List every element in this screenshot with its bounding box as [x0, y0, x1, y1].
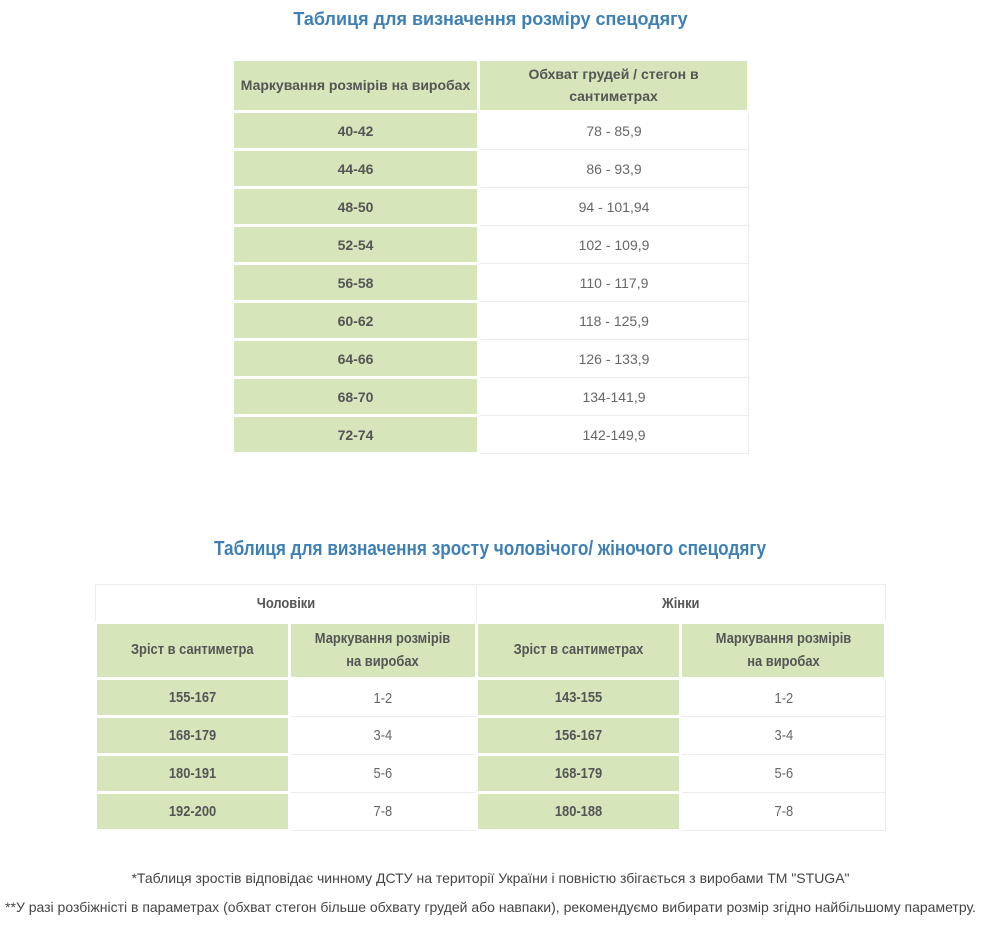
women-size-cell: 3-4	[681, 717, 886, 755]
women-size-cell: 5-6	[681, 755, 886, 793]
women-height-cell: 143-155	[477, 679, 681, 717]
col-header-label: Зріст в сантиметрах	[513, 641, 644, 659]
women-height-cell: 168-179	[477, 755, 681, 793]
table-row	[233, 340, 749, 378]
table-row	[95, 679, 885, 717]
size-marking-cell: 52-54	[233, 226, 479, 264]
women-marking-col-header	[681, 623, 886, 679]
footnote-dstu: *Таблиця зростів відповідає чинному ДСТУ на території України і повністю збігається з виробами ТМ "STUGA"	[131, 870, 850, 886]
table-row	[95, 793, 885, 831]
men-size-cell: 1-2	[289, 679, 476, 717]
women-group-header	[477, 585, 886, 623]
table-row	[233, 112, 749, 150]
men-height-cell: 155-167	[95, 679, 289, 717]
table-row	[95, 755, 885, 793]
size-table-col-header-girth	[479, 60, 749, 112]
girth-range-cell: 142-149,9	[479, 416, 749, 454]
size-guide-page	[0, 8, 981, 917]
height-table-title	[0, 537, 981, 561]
table-row	[233, 150, 749, 188]
size-marking-cell: 64-66	[233, 340, 479, 378]
table-row	[233, 378, 749, 416]
gender-group-header-row	[95, 585, 885, 623]
girth-range-cell: 78 - 85,9	[479, 112, 749, 150]
size-table-title: Таблиця для визначення розміру спецодягу	[293, 9, 688, 29]
women-height-col-header	[477, 623, 681, 679]
table-row	[233, 416, 749, 454]
col-header-label: Маркування розмірів на виробах	[240, 76, 471, 93]
size-marking-cell: 48-50	[233, 188, 479, 226]
col-header-label: Зріст в сантиметра	[131, 641, 254, 659]
girth-range-cell: 126 - 133,9	[479, 340, 749, 378]
girth-range-cell: 134-141,9	[479, 378, 749, 416]
girth-range-cell: 110 - 117,9	[479, 264, 749, 302]
height-table-title-text: Таблиця для визначення зросту чоловічого/ жіночого спецодягу	[214, 538, 767, 560]
size-marking-cell: 40-42	[233, 112, 479, 150]
height-table	[94, 584, 887, 832]
men-height-col-header	[95, 623, 289, 679]
girth-range-cell: 118 - 125,9	[479, 302, 749, 340]
size-marking-cell: 56-58	[233, 264, 479, 302]
men-height-cell: 168-179	[95, 717, 289, 755]
size-table-header-row	[233, 60, 749, 112]
table-row	[95, 717, 885, 755]
girth-range-cell: 102 - 109,9	[479, 226, 749, 264]
women-size-cell: 1-2	[681, 679, 886, 717]
group-label: Чоловіки	[256, 594, 316, 612]
col-header-label: Маркування розмірів на виробах	[315, 630, 451, 670]
girth-range-cell: 94 - 101,94	[479, 188, 749, 226]
table-row	[233, 226, 749, 264]
men-size-cell: 3-4	[289, 717, 476, 755]
size-table	[231, 58, 750, 455]
size-table-col-header-marking	[233, 60, 479, 112]
group-label: Жінки	[662, 594, 700, 612]
men-size-cell: 5-6	[289, 755, 476, 793]
footnote-parameters: **У разі розбіжністі в параметрах (обхват стегон більше обхвату грудей або навпаки), рекомендуємо вибирати розмір згідно найбільшому параметру.	[5, 899, 976, 915]
col-header-label: Обхват грудей / стегон в сантиметрах	[528, 65, 699, 104]
men-height-cell: 192-200	[95, 793, 289, 831]
col-header-label: Маркування розмірів на виробах	[715, 630, 851, 670]
women-height-cell: 156-167	[477, 717, 681, 755]
size-marking-cell: 60-62	[233, 302, 479, 340]
size-marking-cell: 44-46	[233, 150, 479, 188]
men-size-cell: 7-8	[289, 793, 476, 831]
men-marking-col-header	[289, 623, 476, 679]
table-row	[233, 302, 749, 340]
height-table-subheader-row	[95, 623, 885, 679]
size-marking-cell: 68-70	[233, 378, 479, 416]
women-size-cell: 7-8	[681, 793, 886, 831]
table-row	[233, 264, 749, 302]
men-height-cell: 180-191	[95, 755, 289, 793]
size-marking-cell: 72-74	[233, 416, 479, 454]
women-height-cell: 180-188	[477, 793, 681, 831]
girth-range-cell: 86 - 93,9	[479, 150, 749, 188]
men-group-header	[95, 585, 476, 623]
table-row	[233, 188, 749, 226]
